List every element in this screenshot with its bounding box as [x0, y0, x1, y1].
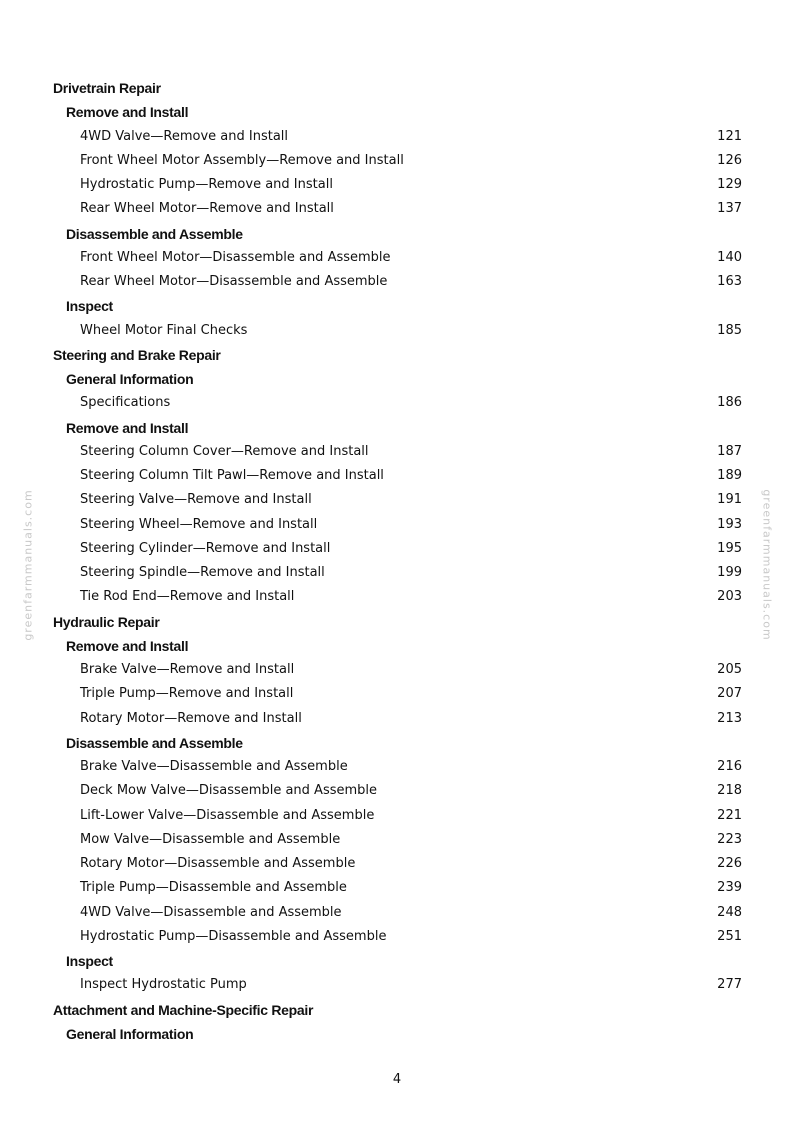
toc-subsection-title: Remove and Install [66, 419, 189, 436]
toc-entry-title: Triple Pump—Disassemble and Assemble [80, 880, 347, 896]
toc-subsection [0, 416, 794, 440]
toc-entry[interactable] [0, 828, 794, 852]
toc-page-number: 191 [717, 492, 742, 508]
toc-entry-title: Deck Mow Valve—Disassemble and Assemble [80, 783, 378, 799]
toc-entry-title: Steering Spindle—Remove and Install [80, 565, 325, 580]
toc-page-number: 193 [717, 516, 742, 532]
toc-entry-title: 4WD Valve—Disassemble and Assemble [80, 904, 342, 920]
toc-subsection-title: Inspect [66, 953, 113, 969]
toc-entry-title: Inspect Hydrostatic Pump [80, 977, 247, 993]
toc-page-number: 186 [717, 395, 742, 411]
toc-page-number: 137 [717, 201, 742, 217]
toc-entry-title: Steering Column Tilt Pawl—Remove and Install [80, 468, 384, 483]
toc-entry-title: Steering Wheel—Remove and Install [80, 516, 318, 532]
toc-subsection [0, 367, 794, 391]
toc-entry-title: Front Wheel Motor—Disassemble and Assemble [80, 249, 391, 265]
toc-page-number: 239 [717, 880, 742, 896]
toc-entry[interactable] [0, 852, 794, 876]
toc-entry[interactable] [0, 537, 794, 561]
toc-section-title: Steering and Brake Repair [53, 346, 221, 363]
toc-section [0, 76, 794, 100]
toc-entry-title: Wheel Motor Final Checks [80, 322, 248, 338]
toc-page-number: 185 [717, 322, 742, 338]
toc-entry[interactable] [0, 901, 794, 925]
toc-subsection [0, 731, 794, 755]
toc-entry[interactable] [0, 925, 794, 949]
toc-section [0, 998, 794, 1022]
toc-subsection [0, 294, 794, 318]
toc-page-number: 140 [717, 249, 742, 265]
toc-subsection-title: Disassemble and Assemble [66, 225, 243, 242]
toc-page-number: 223 [717, 831, 742, 847]
toc-entry-title: Brake Valve—Disassemble and Assemble [80, 759, 348, 774]
toc-entry[interactable] [0, 464, 794, 488]
page-number: 4 [392, 1072, 402, 1087]
toc-subsection-title: Remove and Install [66, 637, 189, 654]
toc-entry[interactable] [0, 391, 794, 415]
watermark-right: greenfarmmanuals.com [760, 489, 774, 641]
toc-page-number: 221 [717, 807, 742, 823]
toc-page-number: 218 [717, 783, 742, 799]
toc-entry[interactable] [0, 319, 794, 343]
table-of-contents [0, 76, 794, 1046]
toc-entry[interactable] [0, 804, 794, 828]
toc-entry-title: Brake Valve—Remove and Install [80, 662, 295, 677]
toc-entry-title: Steering Cylinder—Remove and Install [80, 540, 331, 556]
toc-page-number: 277 [717, 977, 742, 993]
toc-page-number: 226 [717, 856, 742, 871]
toc-section-title: Attachment and Machine-Specific Repair [53, 1001, 314, 1018]
toc-page-number: 121 [717, 128, 742, 144]
toc-entry[interactable] [0, 246, 794, 270]
toc-section-title: Hydraulic Repair [53, 613, 160, 630]
toc-entry[interactable] [0, 197, 794, 221]
watermark-left: greenfarmmanuals.com [21, 489, 35, 641]
toc-subsection-title: General Information [66, 1025, 194, 1042]
toc-entry[interactable] [0, 561, 794, 585]
toc-entry[interactable] [0, 125, 794, 149]
toc-entry-title: Steering Valve—Remove and Install [80, 492, 312, 508]
toc-entry[interactable] [0, 876, 794, 900]
toc-entry-title: Lift-Lower Valve—Disassemble and Assemble [80, 807, 375, 823]
toc-page-number: 216 [717, 759, 742, 774]
toc-subsection [0, 634, 794, 658]
toc-entry[interactable] [0, 973, 794, 997]
toc-page-number: 199 [717, 565, 742, 580]
toc-entry-title: Rotary Motor—Remove and Install [80, 710, 302, 726]
toc-page-number: 205 [717, 662, 742, 677]
toc-entry-title: Tie Rod End—Remove and Install [80, 589, 295, 605]
toc-section-title: Drivetrain Repair [53, 80, 161, 96]
toc-page-number: 187 [717, 443, 742, 459]
toc-page-number: 207 [717, 686, 742, 702]
toc-entry[interactable] [0, 658, 794, 682]
toc-subsection-title: Inspect [66, 298, 113, 315]
toc-entry-title: Steering Column Cover—Remove and Install [80, 443, 369, 459]
toc-subsection [0, 222, 794, 246]
toc-subsection [0, 949, 794, 973]
toc-entry-title: Specifications [80, 395, 171, 411]
toc-subsection-title: Disassemble and Assemble [66, 734, 243, 751]
toc-page-number: 189 [717, 468, 742, 483]
toc-section [0, 343, 794, 367]
toc-entry[interactable] [0, 440, 794, 464]
toc-entry-title: Mow Valve—Disassemble and Assemble [80, 831, 341, 847]
toc-entry[interactable] [0, 585, 794, 609]
toc-entry[interactable] [0, 707, 794, 731]
toc-subsection-title: Remove and Install [66, 104, 189, 121]
toc-entry[interactable] [0, 682, 794, 706]
toc-page-number: 213 [717, 710, 742, 726]
toc-entry[interactable] [0, 173, 794, 197]
toc-entry-title: Triple Pump—Remove and Install [80, 686, 294, 702]
toc-page-number: 129 [717, 177, 742, 192]
toc-page-number: 126 [717, 152, 742, 168]
toc-entry-title: Hydrostatic Pump—Disassemble and Assemble [80, 928, 387, 944]
toc-entry[interactable] [0, 488, 794, 512]
toc-entry[interactable] [0, 513, 794, 537]
toc-entry[interactable] [0, 149, 794, 173]
toc-entry-title: Rear Wheel Motor—Disassemble and Assemble [80, 274, 388, 289]
toc-page-number: 251 [717, 928, 742, 944]
toc-page-number: 195 [717, 540, 742, 556]
toc-entry-title: Hydrostatic Pump—Remove and Install [80, 177, 333, 192]
toc-entry[interactable] [0, 270, 794, 294]
toc-entry-title: Rear Wheel Motor—Remove and Install [80, 201, 334, 217]
toc-entry-title: 4WD Valve—Remove and Install [80, 128, 289, 144]
toc-page-number: 203 [717, 589, 742, 605]
toc-page-number: 248 [717, 904, 742, 920]
toc-entry-title: Front Wheel Motor Assembly—Remove and Install [80, 152, 404, 168]
toc-subsection [0, 100, 794, 124]
toc-entry[interactable] [0, 755, 794, 779]
toc-section [0, 610, 794, 634]
toc-subsection [0, 1022, 794, 1046]
toc-entry[interactable] [0, 779, 794, 803]
toc-subsection-title: General Information [66, 371, 194, 387]
toc-page-number: 163 [717, 274, 742, 289]
toc-entry-title: Rotary Motor—Disassemble and Assemble [80, 856, 356, 871]
